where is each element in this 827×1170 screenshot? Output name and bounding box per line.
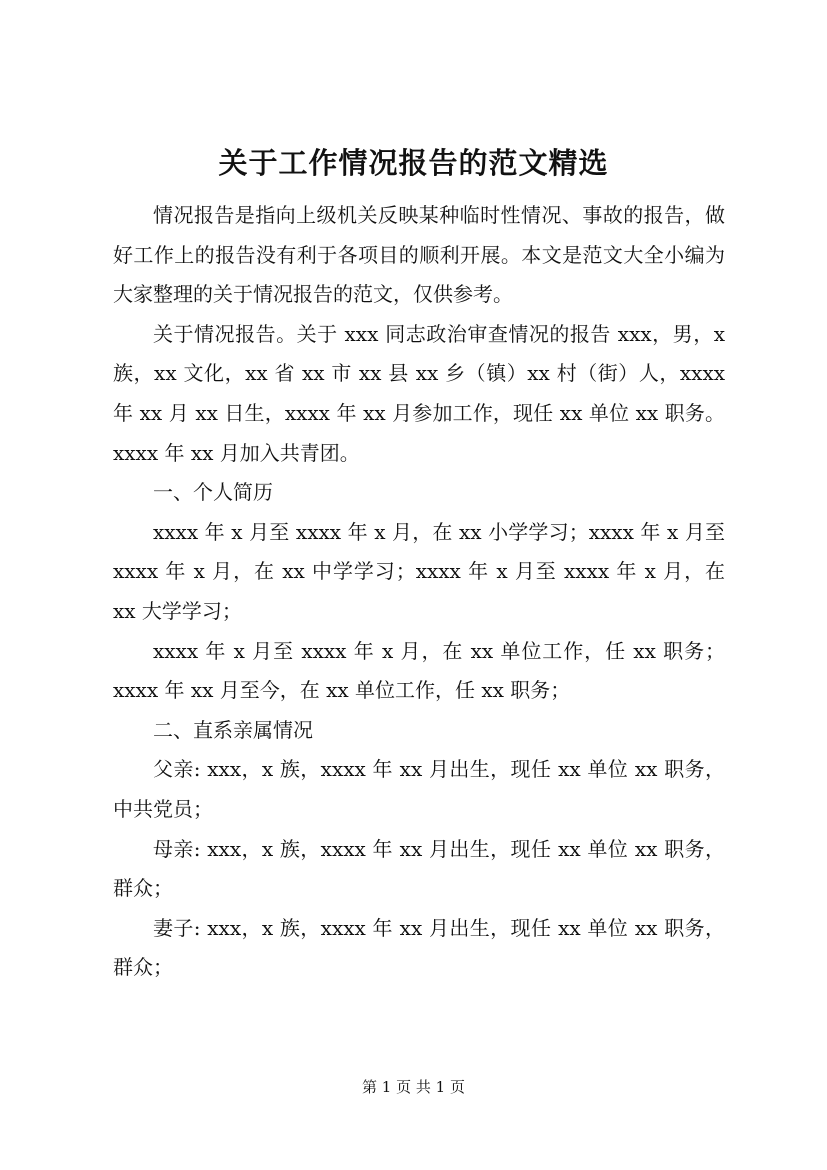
document-title: 关于工作情况报告的范文精选	[218, 146, 609, 180]
paragraph-mother: 母亲: xxx，x 族，xxxx 年 xx 月出生，现任 xx 单位 xx 职务，群众；	[113, 836, 725, 901]
document-body	[113, 196, 725, 988]
page-footer: 第 1 页 共 1 页	[362, 1078, 465, 1096]
paragraph-father: 父亲: xxx，x 族，xxxx 年 xx 月出生，现任 xx 单位 xx 职务，中共党员；	[113, 757, 725, 821]
section-heading-resume: 一、个人简历	[153, 480, 273, 505]
paragraph-wife: 妻子: xxx，x 族，xxxx 年 xx 月出生，现任 xx 单位 xx 职务，群众；	[113, 915, 725, 980]
paragraph-work-history: xxxx 年 x 月至 xxxx 年 x 月，在 xx 单位工作，任 xx 职务；xxxx 年 xx 月至今，在 xx 单位工作，任 xx 职务；	[113, 638, 725, 703]
section-heading-relatives: 二、直系亲属情况	[153, 717, 313, 742]
paragraph-education: xxxx 年 x 月至 xxxx 年 x 月，在 xx 小学学习；xxxx 年 x 月至 xxxx 年 x 月，在 xx 中学学习；xxxx 年 x 月至 xxxx 年 x 月，在 xx 大学学习；	[113, 519, 725, 623]
paragraph-report-subject: 关于情况报告。关于 xxx 同志政治审查情况的报告 xxx，男，x 族，xx 文化，xx 省 xx 市 xx 县 xx 乡（镇）xx 村（街）人，xxxx 年 xx 月 xx 日生，xxxx 年 xx 月参加工作，现任 xx 单位 xx 职务。xxxx 年 xx 月加入共青团。	[113, 321, 725, 465]
paragraph-intro: 情况报告是指向上级机关反映某种临时性情况、事故的报告，做好工作上的报告没有利于各项目的顺利开展。本文是范文大全小编为大家整理的关于情况报告的范文，仅供参考。	[113, 203, 725, 307]
